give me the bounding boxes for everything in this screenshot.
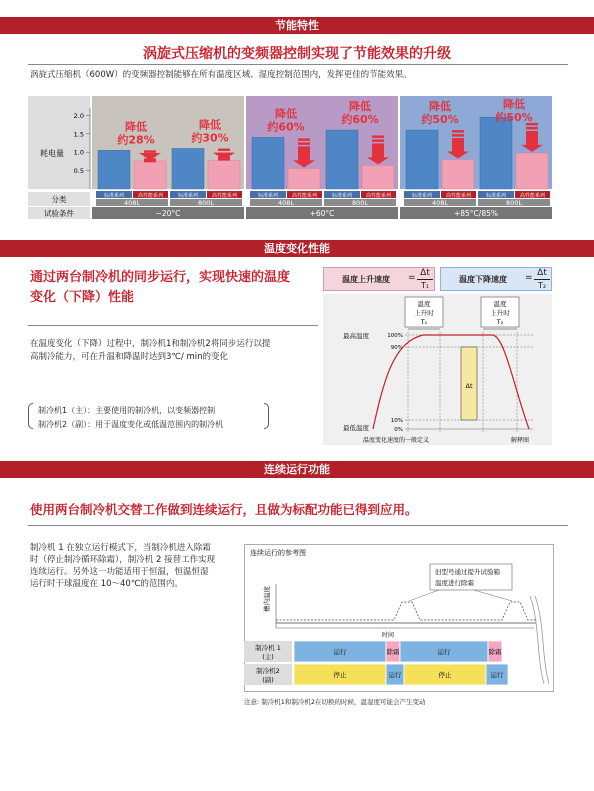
saving-label: 约50% bbox=[495, 111, 533, 124]
formula-fall-box bbox=[440, 267, 552, 291]
note-bracket-left bbox=[28, 403, 33, 429]
y-axis-label: 耗电量 bbox=[40, 149, 64, 158]
section-band-energy: 节能特性 bbox=[0, 17, 594, 34]
old-model-callout-line1: 旧型号通过提升试验箱 bbox=[435, 568, 500, 576]
formula-rise-denominator: T₁ bbox=[420, 281, 430, 290]
min-temp-label: 最低温度 bbox=[343, 424, 369, 432]
series-label-high: 高性能系列 bbox=[365, 192, 392, 199]
saving-label: 降低 bbox=[349, 100, 371, 114]
condition-label: +60°C bbox=[309, 209, 335, 218]
section-band-continuous: 连续运行功能 bbox=[0, 461, 594, 478]
continuous-description bbox=[30, 542, 215, 590]
bar-standard bbox=[326, 130, 358, 189]
bar-standard bbox=[480, 117, 512, 189]
model-label: 800L bbox=[197, 199, 215, 207]
caption-right: 解释图 bbox=[511, 437, 530, 444]
note-refrigerator-2: 制冷机2（副）：用于温度变化或低温范围内的制冷机 bbox=[38, 420, 224, 429]
divider bbox=[28, 64, 568, 65]
row2-label-line2: (副) bbox=[262, 676, 274, 684]
arrow-stripe bbox=[372, 135, 384, 138]
formula-fall-eq: = bbox=[525, 273, 533, 283]
arrow-shaft bbox=[526, 131, 538, 145]
bar-standard bbox=[406, 130, 438, 189]
arrow-stripe bbox=[372, 139, 384, 142]
series-label-high: 高性能系列 bbox=[291, 192, 318, 199]
formula-fall-label: 温度下降速度 bbox=[459, 275, 507, 284]
refrigerator-1-timeline bbox=[294, 641, 502, 662]
saving-label: 约30% bbox=[191, 131, 229, 145]
bar-standard bbox=[172, 149, 204, 190]
note-refrigerator-1: 制冷机1（主）：主要使用的制冷机，以变频器控制 bbox=[38, 406, 216, 415]
arrow-stripe bbox=[298, 138, 310, 141]
series-label-standard: 标准系列 bbox=[257, 192, 279, 199]
model-label: 408L bbox=[123, 199, 141, 207]
delta-t-label: Δt bbox=[465, 382, 473, 390]
continuous-desc-line1: 制冷机 1 在独立运行模式下，当制冷机进入除霜 bbox=[30, 543, 211, 553]
pct-90-label: 90% bbox=[390, 345, 403, 351]
saving-label: 约60% bbox=[341, 113, 379, 127]
condition-label: −20°C bbox=[155, 209, 181, 218]
refrigerator-1-segment-label: 除霜 bbox=[488, 648, 502, 656]
bar-high-performance bbox=[442, 160, 474, 189]
series-label-high: 高性能系列 bbox=[211, 192, 238, 199]
saving-label: 约50% bbox=[421, 113, 459, 127]
bar-high-performance bbox=[208, 161, 240, 189]
row-label-category: 分类 bbox=[51, 195, 67, 204]
series-label-standard: 标准系列 bbox=[485, 192, 507, 199]
bar-standard bbox=[252, 137, 284, 189]
y-tick-label: 1.5 bbox=[73, 130, 84, 139]
formula-rise-eq: = bbox=[408, 273, 416, 283]
formula-rise-label: 温度上升速度 bbox=[342, 275, 390, 284]
row1-label-line2: (主) bbox=[262, 653, 274, 661]
temperature-desc-line2: 高制冷能力，可在升温和降温时达到3℃/ min的变化 bbox=[30, 352, 229, 362]
continuous-operation-diagram bbox=[244, 544, 554, 692]
callout-rise-line1: 温度 bbox=[417, 300, 431, 308]
refrigerator-1-segment-label: 运行 bbox=[437, 648, 451, 656]
formula-rise-numerator: Δt bbox=[417, 268, 433, 280]
arrow-stripe bbox=[452, 130, 464, 133]
arrow-stripe bbox=[526, 127, 538, 130]
section-band-temperature: 温度变化性能 bbox=[0, 240, 594, 257]
temperature-change-diagram bbox=[323, 294, 553, 446]
refrigerator-1-segment-label: 除霜 bbox=[386, 648, 400, 656]
series-label-high: 高性能系列 bbox=[137, 192, 164, 199]
bar-high-performance bbox=[516, 153, 548, 189]
old-model-callout-line2: 温度进行除霜 bbox=[435, 579, 474, 587]
saving-label: 降低 bbox=[275, 107, 297, 121]
temperature-title bbox=[30, 268, 290, 308]
condition-label: +85°C/85% bbox=[453, 209, 499, 218]
continuous-desc-line4: 运行时干球温度在 10～40℃的范围内。 bbox=[30, 579, 183, 589]
arrow-shaft bbox=[452, 138, 464, 151]
temperature-desc-line1: 在温度变化（下降）过程中，制冷机1和制冷机2将同步运行以提 bbox=[30, 339, 271, 349]
arrow-shaft bbox=[298, 146, 310, 160]
refrigerator-1-segment-label: 运行 bbox=[333, 648, 347, 656]
saving-label: 降低 bbox=[503, 98, 525, 111]
model-label: 800L bbox=[505, 199, 523, 207]
pct-100-label: 100% bbox=[387, 333, 403, 339]
pct-0-label: 0% bbox=[394, 427, 403, 433]
continuous-desc-line2: 时（停止制冷循环除霜），制冷机 2 接替工作实现 bbox=[30, 555, 216, 565]
formula-fall-denominator: T₂ bbox=[537, 281, 547, 290]
continuous-desc-line3: 连续运行。另外这一功能适用于恒温，恒温恒湿 bbox=[30, 567, 209, 577]
saving-label: 约60% bbox=[267, 120, 305, 134]
saving-label: 降低 bbox=[199, 118, 221, 132]
callout-fall-line1: 温度 bbox=[493, 300, 507, 308]
refrigerator-2-segment-label: 运行 bbox=[490, 671, 504, 679]
note-bracket-right bbox=[264, 403, 269, 429]
refrigerator-2-segment-label: 停止 bbox=[438, 671, 452, 679]
energy-chart bbox=[28, 96, 552, 221]
bar-high-performance bbox=[288, 168, 320, 189]
bar-high-performance bbox=[134, 161, 166, 189]
y-axis-label: 槽内温度 bbox=[263, 586, 271, 612]
formula-rise-box bbox=[323, 267, 435, 291]
temperature-description bbox=[30, 338, 270, 364]
row-label-condition: 试验条件 bbox=[44, 209, 74, 218]
series-label-high: 高性能系列 bbox=[445, 192, 472, 199]
saving-label: 约28% bbox=[117, 133, 155, 147]
temperature-title-line1: 通过两台制冷机的同步运行，实现快速的温度 bbox=[30, 270, 291, 285]
series-label-standard: 标准系列 bbox=[177, 192, 199, 199]
model-label: 408L bbox=[431, 199, 449, 207]
max-temp-label: 最高温度 bbox=[343, 332, 369, 340]
model-label: 800L bbox=[351, 199, 369, 207]
callout-rise-line3: T₁ bbox=[420, 318, 428, 326]
refrigerator-2-timeline bbox=[294, 664, 508, 685]
arrow-stripe bbox=[218, 149, 230, 152]
arrow-shaft bbox=[372, 143, 384, 157]
continuous-title: 使用两台制冷机交替工作做到连续运行，且做为标配功能已得到应用。 bbox=[30, 502, 418, 517]
callout-fall-line3: T₂ bbox=[496, 318, 504, 326]
arrow-stripe bbox=[452, 134, 464, 137]
row2-label-line1: 制冷机2 bbox=[256, 667, 280, 675]
divider bbox=[28, 525, 568, 526]
model-label: 408L bbox=[277, 199, 295, 207]
caption-left: 温度变化速度的一般定义 bbox=[363, 437, 430, 444]
saving-label: 降低 bbox=[125, 120, 147, 134]
x-axis-label: 时间 bbox=[382, 632, 395, 639]
bar-standard bbox=[98, 150, 130, 189]
pct-10-label: 10% bbox=[390, 418, 403, 424]
y-tick-label: 2.0 bbox=[73, 111, 84, 120]
callout-fall-line2: 上升时 bbox=[490, 309, 510, 317]
temperature-title-line2: 变化（下降）性能 bbox=[30, 290, 135, 305]
refrigerator-notes bbox=[38, 404, 223, 432]
callout-rise-line2: 上升时 bbox=[414, 309, 434, 317]
formula-fall-numerator: Δt bbox=[534, 268, 550, 280]
series-label-standard: 标准系列 bbox=[331, 192, 353, 199]
row1-label-line1: 制冷机 1 bbox=[255, 644, 281, 652]
refrigerator-2-segment-label: 停止 bbox=[333, 671, 347, 679]
continuous-diagram-title: 连续运行的参考图 bbox=[250, 549, 306, 557]
series-label-high: 高性能系列 bbox=[519, 192, 546, 199]
refrigerator-2-segment-label: 运行 bbox=[388, 671, 402, 679]
y-tick-label: 0.5 bbox=[73, 167, 84, 176]
energy-title: 涡旋式压缩机的变频器控制实现了节能效果的升级 bbox=[143, 46, 451, 62]
arrow-stripe bbox=[298, 142, 310, 145]
y-tick-label: 1.0 bbox=[73, 148, 84, 157]
energy-description: 涡旋式压缩机（600W）的变频器控制能够在所有温度区域、湿度控制范围内，发挥更佳的节能效果。 bbox=[30, 70, 412, 80]
divider bbox=[28, 325, 318, 326]
saving-label: 降低 bbox=[429, 100, 451, 114]
series-label-standard: 标准系列 bbox=[411, 192, 433, 199]
continuous-note: 注意: 制冷机1和制冷机2在切换的时候，温湿度可能会产生变动 bbox=[244, 698, 426, 706]
series-label-standard: 标准系列 bbox=[103, 192, 125, 199]
arrow-stripe bbox=[144, 150, 156, 153]
bar-high-performance bbox=[362, 165, 394, 189]
